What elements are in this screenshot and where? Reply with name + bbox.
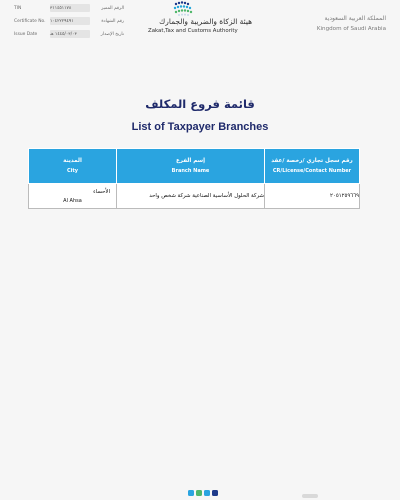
column-header-cr bbox=[265, 149, 360, 184]
tin-label: TIN bbox=[14, 5, 22, 11]
column-header-branch bbox=[117, 149, 265, 184]
cr-header-en: CR/License/Contact Number bbox=[272, 168, 352, 174]
page-title-ar: قائمة فروع المكلف bbox=[145, 97, 255, 111]
certificate-value: ١٠٤٢٢٢٩٤٩١ bbox=[50, 17, 90, 25]
info-row-issue-date bbox=[14, 28, 124, 40]
city-cell bbox=[29, 184, 117, 209]
branch-header-en: Branch Name bbox=[171, 168, 210, 174]
cr-header-ar: رقم سجل تجاري /رخصة /عقد bbox=[271, 158, 353, 164]
city-header-en: City bbox=[66, 168, 79, 174]
authority-name-en: Zakat,Tax and Customs Authority bbox=[148, 28, 238, 34]
tin-value: ٣١١٤٥١١٧٨ bbox=[50, 4, 90, 12]
certificate-label: Certificate No. bbox=[14, 18, 46, 24]
issue-date-label: Issue Date bbox=[14, 31, 38, 37]
kingdom-name-en: Kingdom of Saudi Arabia bbox=[316, 26, 386, 32]
kingdom-name-ar: المملكة العربية السعودية bbox=[324, 15, 386, 22]
issue-date-value: ١٤٤٥/٠٣/٠٣ هـ bbox=[50, 30, 90, 38]
branch-header-ar: إسم الفرع bbox=[175, 158, 206, 164]
branch-name-cell: شركة الحلول الأساسية الصناعية شركة شخص واحد bbox=[117, 184, 265, 209]
page-title-en: List of Taxpayer Branches bbox=[131, 121, 269, 133]
footer-logo-icon bbox=[186, 486, 224, 500]
table-header-row bbox=[29, 149, 360, 184]
certificate-label-ar: رقم الشهادة bbox=[101, 18, 124, 24]
certificate-info-block bbox=[14, 2, 124, 41]
issue-date-label-ar: تاريخ الإصدار bbox=[100, 31, 124, 37]
zatca-logo-icon bbox=[170, 0, 196, 18]
city-value-ar: الأحساء bbox=[93, 188, 110, 195]
info-row-certificate bbox=[14, 15, 124, 27]
tin-label-ar: الرقم المميز bbox=[101, 5, 124, 11]
city-value-en: Al Ahsa bbox=[63, 197, 82, 204]
column-header-city bbox=[29, 149, 117, 184]
info-row-tin bbox=[14, 2, 124, 14]
authority-name-ar: هيئة الزكاة والضريبة والجمارك bbox=[159, 17, 252, 26]
city-header-ar: المدينة bbox=[63, 158, 82, 164]
table-row bbox=[29, 184, 360, 209]
cr-number-cell: ٢٠٥١٢٥٩٦٦٩ bbox=[265, 184, 360, 209]
branches-table bbox=[28, 148, 360, 209]
footer-secondary-logo-icon bbox=[300, 492, 320, 500]
